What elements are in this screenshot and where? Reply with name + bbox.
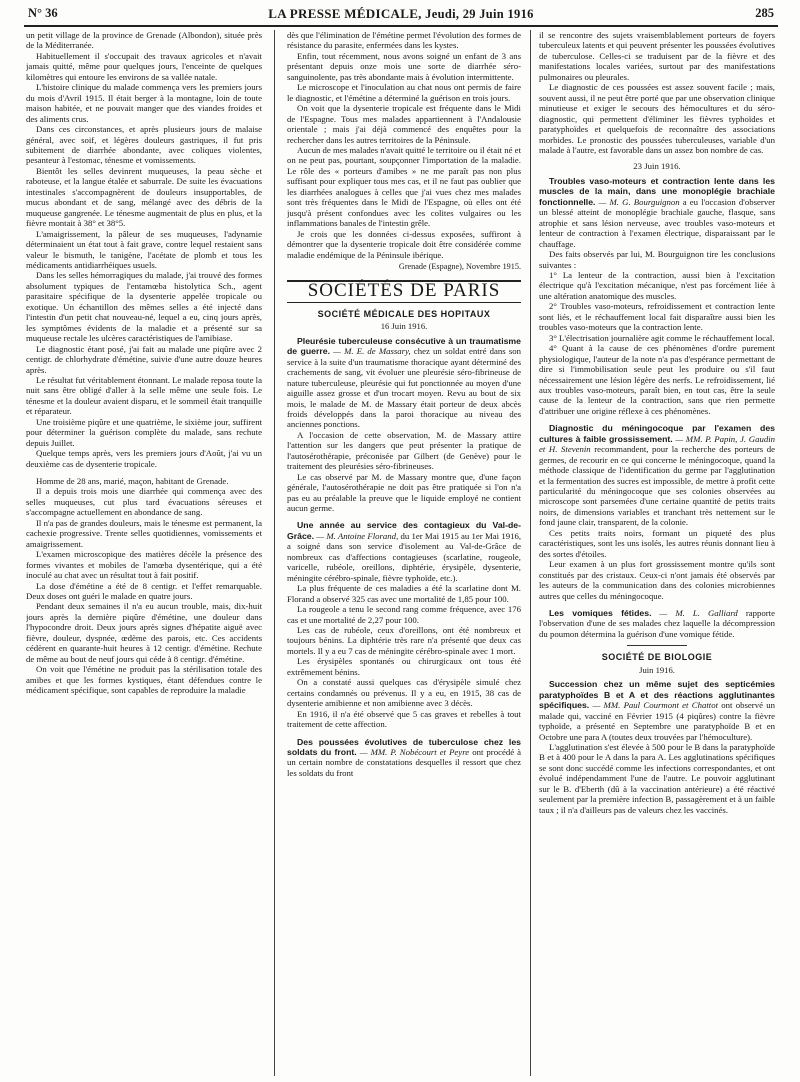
paragraph: A l'occasion de cette observation, M. de Massary attire l'attention sur les dangers que peut présenter la pratique de l'autosérothérapie, préconisée par Gilbert (de Genève) pour le traitement des pleurésies séro-fibrineuses. <box>287 429 521 472</box>
article-paragraph <box>539 423 775 528</box>
paragraph: Il n'a pas de grandes douleurs, mais le ténesme est permanent, la cachexie progressive. Trente selles quotidiennes, vomissements et amaigrissement. <box>26 517 262 549</box>
article-author: — MM. P. Papin, J. Gaudin et H. Stevenin <box>539 433 775 455</box>
paragraph: Ces petits traits noirs, formant un piqueté des plus caractéristiques, sont les uns isolés, les autres réunis donnant lieu à des sortes d'étoiles. <box>539 527 775 559</box>
paragraph: 2° Troubles vaso-moteurs, refroidissement et contraction lente sont liés, et le réchauffement local fait disparaître aussi bien les troubles vaso-moteurs que la contraction lente. <box>539 301 775 333</box>
paragraph: Une troisième piqûre et une quatrième, le sixième jour, suffirent pour déterminer la guérison complète du malade, sans rechute depuis Juillet. <box>26 416 262 448</box>
paragraph: Le diagnostic de ces poussées est assez souvent facile ; mais, souvent aussi, il ne peut être porté que par une observation clinique minutieuse et exiger le secours des hémocultures et du séro-diagnostic, qui permettent d'éliminer les fièvres typhoïdes et paratyphoïdes et quelquefois de reconnaître des associations morbides. Le pronostic des poussées tuberculeuses, variable d'un malade à l'autre, est favorable dans un assez bon nombre de cas. <box>539 82 775 155</box>
paragraph: Le cas observé par M. de Massary montre que, d'une façon générale, l'autosérothérapie ne doit pas être pratiquée si l'on n'a pas eu au préalable la preuve que le liquide employé ne contient aucun germe. <box>287 471 521 514</box>
article-heading: Pleurésie tuberculeuse consécutive à un traumatisme de guerre. <box>287 335 521 357</box>
paragraph: L'agglutination s'est élevée à 500 pour le B dans la paratyphoïde B et à 400 pour le A dans la para A. Les agglutinations spécifiques se sont donc succédé comme les infections correspondantes, et ont évolué indépendamment l'une de l'autre. Le pouvoir agglutinant sur le B. d'Eberth (dû à la vaccination antérieure) a été réactivé seulement par la première infection B, passagèrement et à un faible taux ; il n'a d'ailleurs pas de valeurs chez les vaccinés. <box>539 742 775 815</box>
paragraph: Habituellement il s'occupait des travaux agricoles et n'avait jamais quitté, même pour quelques jours, l'enceinte de quelques kilomètres qui entoure les environs de sa vallée natale. <box>26 50 262 82</box>
paragraph: On voit que la dysenterie tropicale est fréquente dans le Midi de l'Espagne. Tous mes malades appartiennent à l'Andalousie orientale ; mais j'ai déjà commencé des enquêtes pour la rechercher dans les autres territoires de la Péninsule. <box>287 103 521 145</box>
section-title: SOCIÉTÉS DE PARIS <box>307 280 501 302</box>
article-paragraph <box>287 520 521 583</box>
paragraph: Dans les selles hémorragiques du malade, j'ai trouvé des formes absolument typiques de l'entamœba histolytica Sch., agent parasitaire spécifique de la dysenterie appelée tropicale ou exotique. Un échantillon des mêmes selles a été injecté dans l'intestin d'un petit chat nouveau-né, lequel a eu, cinq jours après, les symptômes évidents de la maladie et a présenté sur sa muqueuse rectale les ulcères caractéristiques de l'amibiase. <box>26 270 262 344</box>
article-heading: Troubles vaso-moteurs et contraction lente dans les muscles de la main, dans une monoplégie brachiale fonctionnelle. <box>539 175 775 207</box>
paragraph: il se rencontre des sujets vraisemblablement porteurs de foyers tuberculeux latents et qui peuvent présenter les poussées évolutives de tuberculose. Celles-ci se traduisent par de la fièvre et des manifestations locales variées, surtout par des manifestations pulmonaires ou pleurales. <box>539 30 775 82</box>
article-heading: Des poussées évolutives de tuberculose chez les soldats du front. <box>287 736 521 757</box>
issue-number: N° 36 <box>28 6 58 20</box>
article-heading: Succession chez un même sujet des septicémies paratyphoïdes B et A et des réactions agglutinantes spécifiques. <box>539 679 775 711</box>
article-paragraph <box>287 737 521 779</box>
paragraph: L'examen microscopique des matières décèle la présence des formes vivantes et mobiles de l'amœba dysentérique, qui a été inoculé au chat avec un résultat tout à fait positif. <box>26 549 262 581</box>
paragraph: Aucun de mes malades n'avait quitté le territoire ou il était né et on ne peut pas, pourtant, soupçonner l'importation de la maladie. Le rôle des « porteurs d'amibes » ne me paraît pas non plus suffisant pour expliquer tous mes cas, et il ne faut pas oublier que les diarrhées analogues à celles que j'ai vues chez mes malades sont très fréquentes dans le Midi de l'Espagne, où elles ont été jusqu'à présent confondues avec les colites vulgaires ou les inflammations banales de l'intestin grêle. <box>287 144 521 229</box>
column-2 <box>287 30 521 1076</box>
paragraph: Je crois que les données ci-dessus exposées, suffiront à démontrer que la dysenterie tropicale doit être considérée comme maladie endémique de la Péninsule ibérique. <box>287 228 521 260</box>
article-heading: Les vomiques fétides. <box>549 608 652 619</box>
session-date: 23 Juin 1916. <box>633 161 681 172</box>
article-text: recommandent, pour la recherche des porteurs de germes, de recourir en ce qui concerne le méningocoque, quand la méthode classique de l'identification du germe par l'agglutination et la fermentation des sucres est impossible, de mettre à profit cette particularité du méningocoque que ses colonies observées au microscope sont parsemées d'une certaine quantité de petits traits noirs, de dimensions variables et tranchant très nettement sur le fond jaune clair, transparent, de la colonie. <box>539 444 775 528</box>
journal-name: LA PRESSE MÉDICALE, <box>268 6 422 21</box>
article-text: ont observé un malade qui, vacciné en Février 1915 (4 piqûres) contre la fièvre typhoïde, a présenté en Septembre une paratyphoïde B et en Octobre une para A (toutes deux trouvées par l'hémoculture). <box>539 700 775 742</box>
article-paragraph <box>539 176 775 249</box>
paragraph: dès que l'élimination de l'émétine permet l'évolution des formes de résistance du parasite, enfermées dans les kystes. <box>287 30 521 51</box>
paragraph: Des faits observés par lui, M. Bourguignon tire les conclusions suivantes : <box>539 249 775 270</box>
paragraph: Leur examen à un plus fort grossissement montre qu'ils sont constitués par des cristaux. Ceux-ci n'ont jamais été observés par les auteurs de la communication dans des colonies microbiennes autres que celles du méningocoque. <box>539 559 775 601</box>
article-text: ont procédé à un certain nombre de constatations desquelles il ressort que chez les soldats du front <box>287 747 521 778</box>
paragraph: 3° L'électrisation journalière agit comme le réchauffement local. <box>549 332 775 343</box>
societes-banner <box>287 280 521 302</box>
paragraph: 1° La lenteur de la contraction, aussi bien à l'excitation électrique qu'à l'excitation mécanique, n'est pas forcément liée à une altération anatomique des muscles. <box>539 269 775 301</box>
paragraph: Quelque temps après, vers les premiers jours d'Août, j'ai vu un deuxième cas de dysenterie tropicale. <box>26 448 262 469</box>
article-text: , du 1er Mai 1915 au 1er Mai 1916, a soigné dans son service d'isolement au Val-de-Grâce de nombreux cas d'affections contagieuses (scarlatine, rougeole, varicelle, rubéole, oreillons, diphtérie, érysipèle, dysenterie, méningite cérébro-spinale, fièvre typhoïde, etc.). <box>287 530 521 583</box>
society-title: SOCIÉTÉ MÉDICALE DES HOPITAUX <box>317 308 491 319</box>
society-title: SOCIÉTÉ DE BIOLOGIE <box>601 652 713 663</box>
issue-date: Jeudi, 29 Juin 1916 <box>425 7 534 21</box>
session-date: Juin 1916. <box>639 664 675 675</box>
article-text: rapporte l'observation d'une de ses malades chez laquelle la décompression du poumon détermina la guérison d'une vomique fétide. <box>539 608 775 639</box>
paragraph: Enfin, tout récemment, nous avons soigné un enfant de 3 ans présentant depuis onze mois une sorte de diarrhée séro-sanguinolente, pas très abondante mais à évolution intermittente. <box>287 50 521 82</box>
paragraph: Pendant deux semaines il n'a eu aucun trouble, mais, dix-huit jours après la dernière piqûre d'émétine, une douleur dans l'hypocondre droit. Deux jours après signes d'hépatite aiguë avec fièvre, douleur, dyspnée, œdème des parois, etc. Ces accidents cédèrent en quarante-huit heures à 12 centigr. d'émétine. Rechute de même au bout de neuf jours qui céde à 8 centigr. d'émétine. <box>26 601 262 664</box>
article-paragraph <box>539 608 775 639</box>
running-header <box>24 3 778 27</box>
paragraph: On voit que l'émétine ne produit pas la stérilisation totale des amibes et que les formes kystiques, étant défendues contre le médicament spécifique, sont capables de reproduire la maladie <box>26 664 262 696</box>
paragraph: Dans ces circonstances, et après plusieurs jours de malaise général, avec soif, et légères douleurs gastriques, il fut pris subitement de diarrhée abondante, avec coliques violentes, pesanteur à l'estomac, ténesme et vomissements. <box>26 124 262 166</box>
paragraph: On a constaté aussi quelques cas d'érysipèle simulé chez certains condamnés ou prévenus. Il y a eu, en 1915, 38 cas de dysenterie amibienne et non amibienne avec 3 décès. <box>287 677 521 709</box>
article-paragraph <box>539 679 775 742</box>
paragraph: Homme de 28 ans, marié, maçon, habitant de Grenade. <box>36 476 229 487</box>
paragraph: La dose d'émétine a été de 8 centigr. et l'effet remarquable. Deux doses ont guéri le malade en quatre jours. <box>26 580 262 602</box>
article-paragraph <box>287 336 521 430</box>
paragraph: Bientôt les selles devinrent muqueuses, la peau sèche et raboteuse, et la langue étalée et saburrale. De suite les évacuations intestinales s'accompagnèrent de douleurs insupportables, de mucus abondant et de sang, mélangé avec des débris de la muqueuse gangrenée. Le ténesme augmentait de plus en plus, et la fièvre montait à 38° et 38°5. <box>26 165 262 229</box>
article-text: chez un soldat entré dans son service à la suite d'un traumatisme thoracique ayant déterminé des crachements de sang, vit évoluer une pleurésie séro-fibrineuse de nature tuberculeuse, pleurésie qui fut ponctionnée au moyen d'une aiguille assez grosse et d'un trocart moyen. Revu au bout de six mois, le malade de M. de Massary était porteur de deux abcès froids développés dans la paroi thoracique au niveau des anciennes ponctions. <box>287 346 521 430</box>
article-text: a eu l'occasion d'observer un blessé atteint de monoplégie brachiale gauche, flasque, sans atrophie et sans lésion nerveuse, avec troubles vaso-moteurs et lenteur de contraction à l'examen électrique, disparaissant par le chauffage. <box>539 196 775 249</box>
article-author: — M. L. Galliard <box>651 608 738 619</box>
paragraph: En 1916, il n'a été observé que 5 cas graves et rebelles à tout traitement de cette affection. <box>287 708 521 730</box>
session-date: 16 Juin 1916. <box>380 321 428 332</box>
paragraph: La plus fréquente de ces maladies a été la scarlatine dont M. Florand a observé 325 cas avec une mortalité de 1,85 pour 100. <box>287 583 521 604</box>
article-author: — MM. P. Nobécourt et Peyre <box>356 747 470 757</box>
section-rule <box>627 645 687 646</box>
paragraph: 4° Quant à la cause de ces phénomènes d'ordre purement physiologique, l'auteur de la note n'a pas d'espérance permettant de dire si l'immobilisation seule peut les produire ou s'il faut nécessairement une lésion légère des nerfs. Le refroidissement, lié aux troubles vaso-moteurs, paraît bien, en tout cas, être la seule cause de la lenteur de la contraction, sans que rien permette d'attribuer une origine réflexe à ces phénomènes. <box>539 343 775 416</box>
article-heading: Une année au service des contagieux du Val-de-Grâce. <box>287 520 521 541</box>
column-1 <box>26 30 262 1076</box>
paragraph: Il a depuis trois mois une diarrhée qui commença avec des selles muqueuses, cut plus tard évacuations séreuses et s'accompagne actuellement en abondance de sang. <box>26 486 262 518</box>
column-divider <box>274 30 275 1076</box>
paragraph: L'amaigrissement, la pâleur de ses muqueuses, l'adynamie déterminaient un état tout à fait grave, contre lequel restaient sans valeur le bismuth, le tanigène, l'acétate de plomb et tous les médicaments antidiarrhéiques usuels. <box>26 228 262 270</box>
article-author: — M. Antoine Florand <box>314 530 397 541</box>
dateline-place: Grenade (Espagne), Novembre 1915. <box>398 261 521 271</box>
paragraph: La rougeole a tenu le second rang comme fréquence, avec 176 cas et une mortalité de 2,27 pour 100. <box>287 604 521 625</box>
paragraph: Les érysipèles spontanés ou chirurgicaux ont tous été extrêmement bénins. <box>287 656 521 677</box>
column-3 <box>539 30 775 1076</box>
article-author: — M. G. Bourguignon <box>595 196 680 207</box>
paragraph: Le résultat fut véritablement étonnant. Le malade reposa toute la nuit sans être obligé d'aller à la selle même une seule fois. Le ténesme et la douleur avaient disparu, et le sommeil était tranquille et réparateur. <box>26 374 262 417</box>
article-author: — M. E. de Massary, <box>329 346 411 357</box>
page-number: 285 <box>755 6 774 20</box>
paragraph: un petit village de la province de Grenade (Albondon), située près de la Méditerranée. <box>26 30 262 51</box>
paragraph: Les cas de rubéole, ceux d'oreillons, ont été nombreux et toujours bénins. La diphtérie très rare n'a présenté que deux cas mortels. Il y a eu 7 cas de méningite cérébro-spinale avec 1 mort. <box>287 625 521 656</box>
paragraph: Le diagnostic étant posé, j'ai fait au malade une piqûre avec 2 centigr. de chlorhydrate d'émétine, suivie d'une autre douze heures après. <box>26 343 262 375</box>
article-heading: Diagnostic du méningocoque par l'examen des cultures à faible grossissement. <box>539 423 775 444</box>
masthead <box>24 6 778 22</box>
column-divider <box>530 30 531 1076</box>
paragraph: Le microscope et l'inoculation au chat nous ont permis de faire le diagnostic, et l'émétine a déterminé la guérison en trois jours. <box>287 82 521 103</box>
paragraph: L'histoire clinique du malade commença vers les premiers jours du mois d'Avril 1915. Il était berger à la montagne, loin de toute maison habitée, et ne pouvait manger que des viandes froides et des aliments crus. <box>26 82 262 124</box>
article-author: — MM. Paul Courmont et Chattot <box>589 700 719 711</box>
